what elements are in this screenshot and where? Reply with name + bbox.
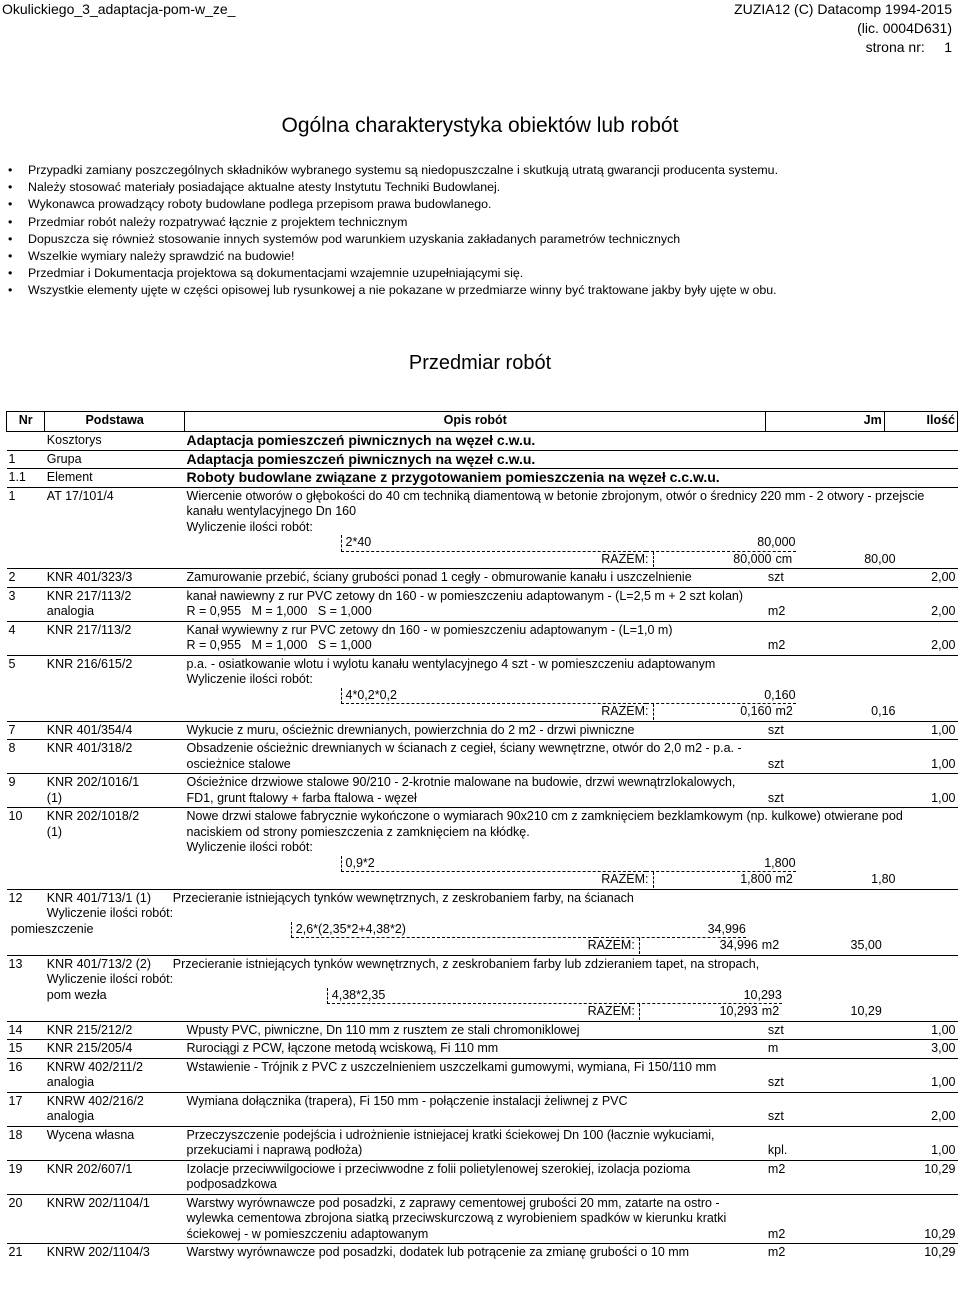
notes-list xyxy=(8,162,953,300)
program-name: ZUZIA12 (C) Datacomp 1994-2015 xyxy=(734,1,952,17)
table-row: 3 KNR 217/113/2 analogia kanał nawiewny z rur PVC zetowy dn 160 - w pomieszczeniu adaptowanym - (L=2,5 m + 2 szt kolan) R = 0,955 M = 1,000 S = 1,000 m2 2,00 xyxy=(7,587,958,621)
note-item: • Przedmiar robót należy rozpatrywać łącznie z projektem technicznym xyxy=(8,214,408,229)
table-row: 12 KNR 401/713/1 (1) Przecieranie istniejących tynków wewnętrznych, z zeskrobaniem farby, na ścianach Wyliczenie ilości robót: pomieszczenie 2,6*(2,35*2+4,38*2) 34,996 RAZEM: 34,996 m2 35,00 xyxy=(7,889,958,955)
table-header-row xyxy=(7,412,958,432)
table-row: 20 KNRW 202/1104/1 Warstwy wyrównawcze pod posadzki, z zaprawy cementowej grubości 20 mm, zatarte na ostro - wylewka cementowa zbrojona siatką przeciwskurczową z wyrobieniem spadków w kierunku kratki ściekowej - w pomieszczeniu adaptowanym m2 10,29 xyxy=(7,1194,958,1244)
note-item: • Przypadki zamiany poszczególnych składników wybranego systemu są niedopuszczalne i skutkują utratą gwarancji producenta systemu. xyxy=(8,163,779,177)
table-row: 13 KNR 401/713/2 (2) Przecieranie istniejących tynków wewnętrznych, z zeskrobaniem farby lub zdzieraniem tapet, na stropach, Wyliczenie ilości robót: pom wezła 4,38*2,35 10,293 RAZEM: 10,293 m2 10,29 xyxy=(7,955,958,1021)
page-number: strona nr: 1 xyxy=(865,39,952,55)
przedmiar-title: Przedmiar robót xyxy=(408,352,552,374)
table-row: 18 Wycena własna Przeczyszczenie podejścia i udrożnienie istniejacej kratki ściekowej Dn 100 (łacznie wykuciami, przekuciami i naprawą podłoża) kpl. 1,00 xyxy=(7,1126,958,1160)
document-name: Okulickiego_3_adaptacja-pom-w_ze_ xyxy=(2,1,236,17)
table-row: 2 KNR 401/323/3 Zamurowanie przebić, ściany grubości ponad 1 cegły - obmurowanie kanału i uszczelnienie szt 2,00 xyxy=(7,569,958,588)
col-ilosc: Ilość xyxy=(884,412,957,432)
program-info xyxy=(734,0,952,57)
note-item: • Wszelkie wymiary należy sprawdzić na budowie! xyxy=(8,249,295,264)
table-row: 1 AT 17/101/4 Wiercenie otworów o głębokości do 40 cm techniką diamentową w betonie zbrojonym, otwór o średnicy 220 mm - 2 otwory - przejscie kanału wentylacyjnego Dn 160 Wyliczenie ilości robót: 2*40 80,000 RAZEM: 80,000 cm 80,00 xyxy=(7,487,958,569)
page-title: Ogólna charakterystyka obiektów lub robót xyxy=(281,114,679,137)
table-row: 14 KNR 215/212/2 Wpusty PVC, piwniczne, Dn 110 mm z rusztem ze stali chromoniklowej szt 1,00 xyxy=(7,1021,958,1040)
note-item: • Należy stosować materiały posiadające aktualne atesty Instytutu Techniki Budowlanej. xyxy=(8,180,501,195)
table-row: 19 KNR 202/607/1 Izolacje przeciwwilgociowe i przeciwwodne z folii polietylenowej szerokiej, izolacja pozioma podposadzkowa m2 10,29 xyxy=(7,1160,958,1194)
note-item: • Dopuszcza się również stosowanie innych systemów pod warunkiem uzyskania zakładanych parametrów technicznych xyxy=(8,231,681,246)
col-nr: Nr xyxy=(7,412,45,432)
col-opis: Opis robót xyxy=(185,412,766,432)
table-row: 7 KNR 401/354/4 Wykucie z muru, ościeżnic drewnianych, powierzchnia do 2 m2 - drzwi piwniczne szt 1,00 xyxy=(7,721,958,740)
table-row: 10 KNR 202/1018/2 (1) Nowe drzwi stalowe fabrycznie wykończone o wymiarach 90x210 cm z zamknięciem bezklamkowym (np. kulkowe) otwierane pod naciskiem od strony pomieszczenia z zamknięciem na kłódkę. Wyliczenie ilości robót: 0,9*2 1,800 RAZEM: 1,800 m2 1,80 xyxy=(7,808,958,890)
table-row: 17 KNRW 402/216/2 analogia Wymiana dołącznika (trapera), Fi 150 mm - połączenie instalacji żeliwnej z PVC szt 2,00 xyxy=(7,1092,958,1126)
table-row: 21 KNRW 202/1104/3 Warstwy wyrównawcze pod posadzki, dodatek lub potrącenie za zmianę grubości o 10 mm m2 10,29 xyxy=(7,1244,958,1262)
grupa-row: 1 Grupa Adaptacja pomieszczeń piwnicznych na węzeł c.w.u. xyxy=(7,450,958,469)
table-row: 8 KNR 401/318/2 Obsadzenie ościeżnic drewnianych w ścianach z cegieł, ściany wewnętrzne, otwór do 2,0 m2 - p.a. - oscieżnice stalowe szt 1,00 xyxy=(7,740,958,774)
col-podstawa: Podstawa xyxy=(45,412,185,432)
table-row: 4 KNR 217/113/2 Kanał wywiewny z rur PVC zetowy dn 160 - w pomieszczeniu adaptowanym - (L=1,0 m) R = 0,955 M = 1,000 S = 1,000 m2 2,00 xyxy=(7,621,958,655)
note-item: • Wykonawca prowadzący roboty budowlane podlega przepisom prawa budowlanego. xyxy=(8,197,492,212)
note-item: • Wszystkie elementy ujęte w części opisowej lub rysunkowej a nie pokazane w przedmiarze winny być traktowane jakby były ujęte w obu. xyxy=(8,283,777,298)
element-row: 1.1 Element Roboty budowlane związane z przygotowaniem pomieszczenia na węzeł c.c.w.u. xyxy=(7,469,958,488)
przedmiar-table xyxy=(6,411,958,1262)
table-row: 15 KNR 215/205/4 Rurociągi z PCW, łączone metodą wciskową, Fi 110 mm m 3,00 xyxy=(7,1040,958,1059)
col-jm: Jm xyxy=(766,412,884,432)
table-row: 9 KNR 202/1016/1 (1) Ościeżnice drzwiowe stalowe 90/210 - 2-krotnie malowane na budowie, drzwi wewnątrzlokalowych, FD1, grunt ftalowy + farba ftalowa - węzeł szt 1,00 xyxy=(7,774,958,808)
note-item: • Przedmiar i Dokumentacja projektowa są dokumentacjami wzajemnie uzupełniającymi się. xyxy=(8,266,524,281)
table-row: 5 KNR 216/615/2 p.a. - osiatkowanie wlotu i wylotu kanału wentylacyjnego 4 szt - w pomieszczeniu adaptowanym Wyliczenie ilości robót: 4*0,2*0,2 0,160 RAZEM: 0,160 m2 0,16 xyxy=(7,655,958,721)
kosztorys-row: Kosztorys Adaptacja pomieszczeń piwnicznych na węzeł c.w.u. xyxy=(46,432,536,448)
license-number: (lic. 0004D631) xyxy=(857,20,952,36)
table-row: 16 KNRW 402/211/2 analogia Wstawienie - Trójnik z PVC z uszczelnieniem uszczelkami gumowymi, wymiana, Fi 150/110 mm szt 1,00 xyxy=(7,1058,958,1092)
